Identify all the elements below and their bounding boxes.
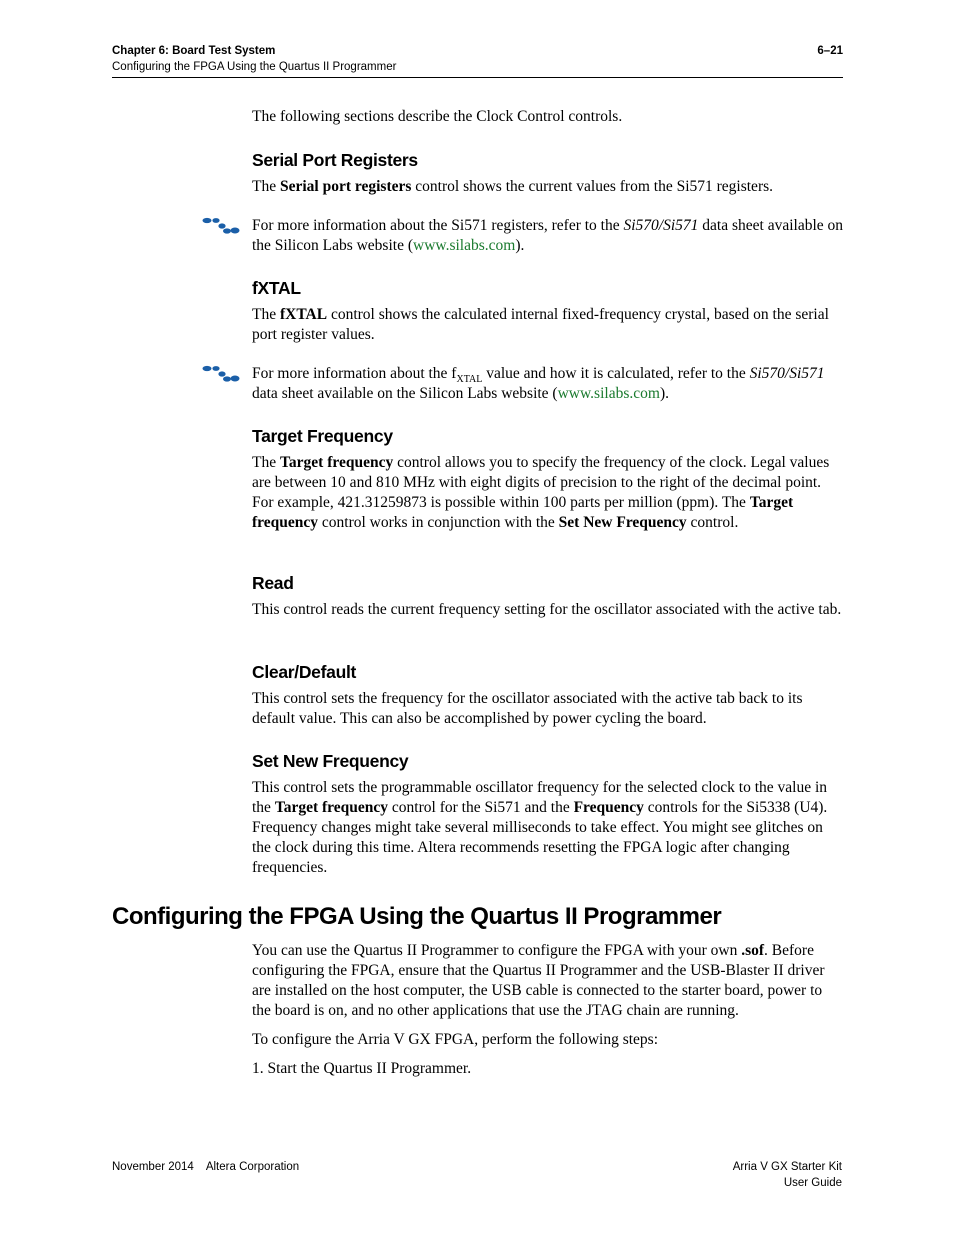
page-header [112,43,843,75]
header-rule [112,77,843,78]
clear-default-section [252,662,844,729]
steps-intro: To configure the Arria V GX FPGA, perform the following steps: [252,1031,659,1048]
page-footer-left [112,1159,299,1175]
note-fxtal: For more information about the $f_{XTAL}$ value and how it is calculated, refer to the Si570/Si571 data sheet available on the Silicon Labs website (www.silabs.com). [252,365,825,402]
footer-date: November 2014 [112,1161,194,1173]
section-title: Configuring the FPGA Using the Quartus II Programmer [112,61,397,73]
configuring-fpga-section [252,941,844,1079]
page-footer-right [733,1159,842,1191]
fxtal-section [252,278,844,345]
step-1: 1. Start the Quartus II Programmer. [252,1060,472,1077]
clear-default-paragraph: This control sets the frequency for the oscillator associated with the active tab back to its default value. This can also be accomplished by power cycling the board. [252,690,803,727]
note-icon [201,216,241,236]
fxtal-paragraph: The fXTAL control shows the calculated internal fixed-frequency crystal, based on the serial port register values. [252,306,829,343]
note-si571: For more information about the Si571 registers, refer to the Si570/Si571 data sheet available on the Silicon Labs website (www.silabs.com). [252,217,844,254]
chapter-title: Chapter 6: Board Test System [112,45,276,57]
intro-paragraph: The following sections describe the Clock Control controls. [252,108,623,125]
serial-port-section [252,150,844,197]
clear-default-heading: Clear/Default [252,662,357,682]
serial-port-paragraph: The Serial port registers control shows the current values from the Si571 registers. [252,178,774,195]
note-icon [201,364,241,384]
target-frequency-section [252,426,844,533]
read-paragraph: This control reads the current frequency setting for the oscillator associated with the active tab. [252,601,842,618]
footer-company: Altera Corporation [205,1161,300,1173]
footer-product: Arria V GX Starter Kit [732,1161,842,1173]
read-heading: Read [252,573,294,593]
fxtal-heading: fXTAL [252,278,301,298]
silabs-link[interactable]: www.silabs.com [557,385,660,402]
read-section [252,573,844,620]
configuring-fpga-heading: Configuring the FPGA Using the Quartus II Programmer [112,903,722,930]
set-new-frequency-heading: Set New Frequency [252,751,409,771]
target-frequency-heading: Target Frequency [252,426,393,446]
set-new-frequency-section [252,751,844,878]
set-new-frequency-paragraph: This control sets the programmable oscillator frequency for the selected clock to the value in the Target frequency control for the Si571 and the Frequency controls for the Si5338 (U4). Frequency changes might take several milliseconds to take effect. You might see glitches on the clock during this time. Altera recommends resetting the FPGA logic after changing frequencies. [252,779,828,876]
configuring-paragraph: You can use the Quartus II Programmer to configure the FPGA with your own .sof. Before configuring the FPGA, ensure that the Quartus II Programmer and the USB-Blaster II driver are installed on the host computer, the USB cable is connected to the starter board, power to the board is on, and no other applications that use the JTAG chain are running. [252,942,825,1019]
footer-doc: User Guide [783,1177,842,1189]
serial-port-heading: Serial Port Registers [252,150,418,170]
silabs-link[interactable]: www.silabs.com [413,237,516,254]
target-frequency-paragraph: The Target frequency control allows you to specify the frequency of the clock. Legal values are between 10 and 810 MHz with eight digits of precision to the right of the decimal point. For example, 421.31259873 is possible within 100 parts per million (ppm). The Target frequency control works in conjunction with the Set New Frequency control. [252,454,830,531]
page-number: 6–21 [817,45,843,57]
